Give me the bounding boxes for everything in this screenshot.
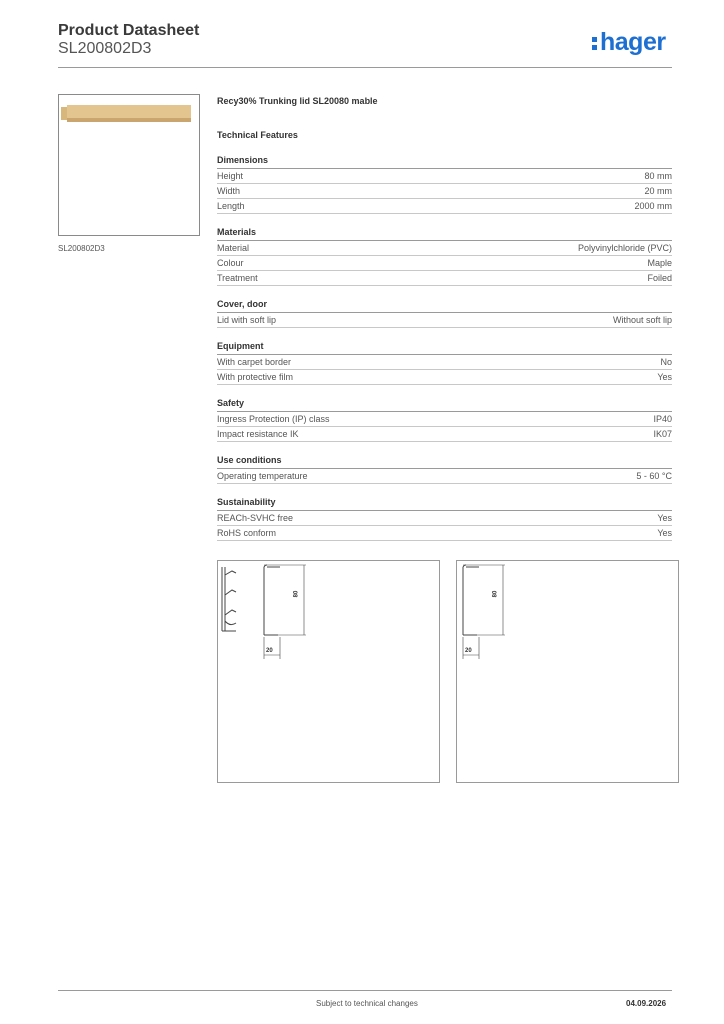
spec-row [217,257,672,271]
spec-row [217,185,672,199]
section-title: Safety [217,398,672,412]
spec-value: 20 mm [644,186,672,196]
spec-section [217,155,672,214]
spec-value: Yes [657,513,672,523]
spec-row [217,314,672,328]
spec-value: Yes [657,372,672,382]
lid-profile-outline [264,565,280,635]
spec-label: Operating temperature [217,471,308,481]
lid-face-shape [67,105,191,118]
spec-row [217,413,672,427]
footer-note: Subject to technical changes [316,999,418,1008]
header-divider [58,67,672,68]
section-title: Use conditions [217,455,672,469]
lid-side-shape [67,118,191,122]
trunking-bottom-outline [222,621,236,631]
drawing-2 [456,560,679,783]
spec-row [217,470,672,484]
spec-value: Maple [647,258,672,268]
spec-row [217,170,672,184]
spec-value: 80 mm [644,171,672,181]
section-title: Sustainability [217,497,672,511]
trunking-base-outline [222,567,225,631]
spec-section [217,497,672,541]
product-image [58,94,200,236]
spec-label: Impact resistance IK [217,429,299,439]
spec-value: No [660,357,672,367]
spec-sections [217,155,672,541]
spec-label: With carpet border [217,357,292,367]
spec-label: Length [217,201,245,211]
spec-section [217,227,672,286]
spec-label: Lid with soft lip [217,315,277,325]
spec-section [217,299,672,328]
spec-value: Polyvinylchloride (PVC) [577,243,672,253]
document-title: Product Datasheet [58,22,200,39]
spec-value: Yes [657,528,672,538]
spec-row [217,356,672,370]
spec-row [217,428,672,442]
height-dimension-label: 80 [492,590,499,598]
spec-label: Height [217,171,244,181]
spec-value: Without soft lip [612,315,672,325]
height-extension-lines [264,565,306,635]
product-name: Recy30% Trunking lid SL20080 mable [217,96,378,106]
spec-value: IK07 [653,429,672,439]
spec-row [217,272,672,286]
spec-value: IP40 [653,414,672,424]
spec-label: RoHS conform [217,528,277,538]
technical-features-heading: Technical Features [217,130,298,140]
spec-section [217,398,672,442]
section-title: Dimensions [217,155,672,169]
spec-label: REACh-SVHC free [217,513,294,523]
drawing-1-svg [218,561,441,784]
spec-row [217,527,672,541]
section-title: Cover, door [217,299,672,313]
spec-row [217,371,672,385]
spec-row [217,242,672,256]
logo-text: hager [600,28,666,56]
spec-value: 5 - 60 °C [636,471,672,481]
spec-label: Ingress Protection (IP) class [217,414,330,424]
spec-label: Material [217,243,250,253]
height-dimension-label: 80 [293,590,300,598]
section-title: Equipment [217,341,672,355]
spec-row [217,200,672,214]
product-image-caption: SL200802D3 [58,244,105,253]
spec-label: With protective film [217,372,294,382]
lid-profile-outline [463,565,479,635]
height-extension-lines [463,565,505,635]
spec-label: Width [217,186,241,196]
footer-date: 04.09.2026 [626,999,667,1008]
footer-divider [58,990,672,991]
spec-value: Foiled [647,273,672,283]
trunking-clips-outline [225,571,236,615]
spec-value: 2000 mm [634,201,672,211]
spec-row [217,512,672,526]
logo-dots-icon [592,34,597,53]
width-dimension-label: 20 [266,648,273,654]
spec-content [217,96,672,571]
spec-section [217,341,672,385]
drawing-1 [217,560,440,783]
hager-logo [592,28,666,57]
drawing-2-svg [457,561,680,784]
spec-label: Colour [217,258,244,268]
section-title: Materials [217,227,672,241]
width-dimension-label: 20 [465,648,472,654]
spec-label: Treatment [217,273,258,283]
spec-section [217,455,672,484]
product-code: SL200802D3 [58,40,152,57]
